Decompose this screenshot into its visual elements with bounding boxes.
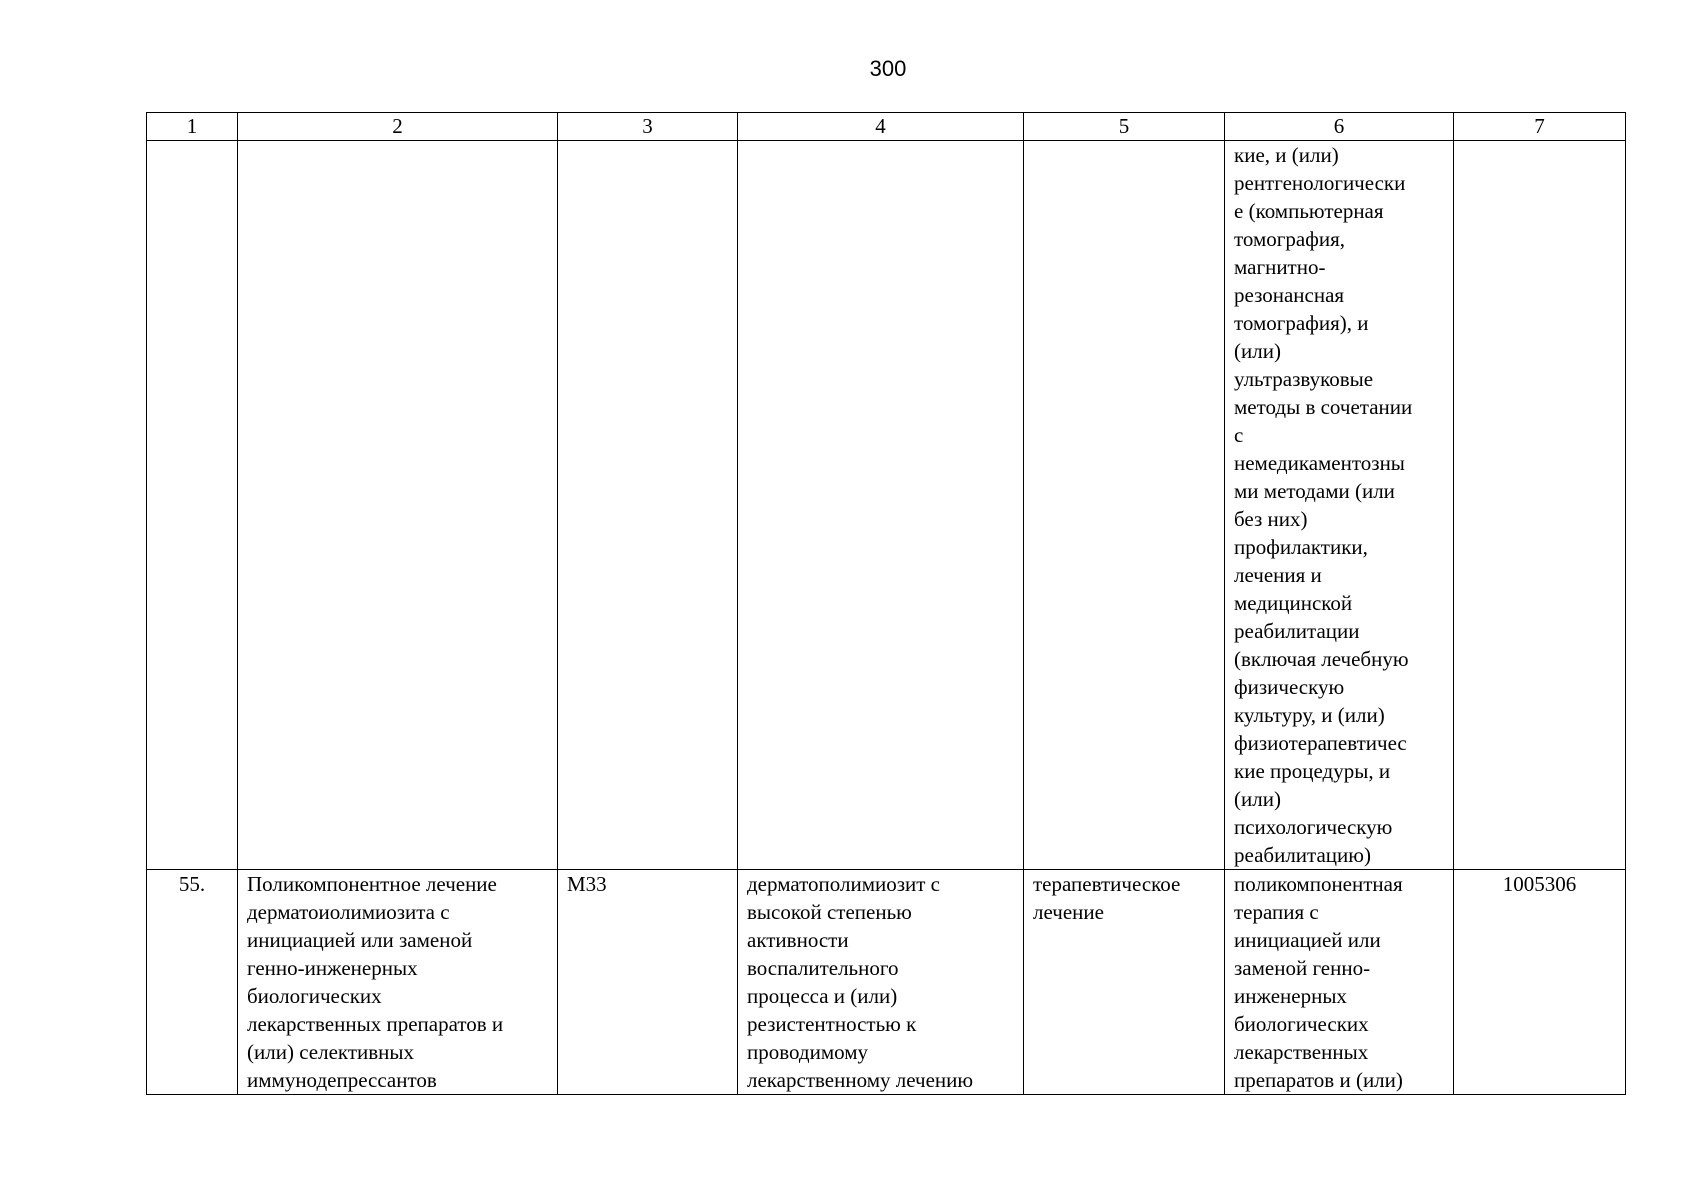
icd-code-cell: М33	[558, 870, 738, 1095]
continuation-cell-7	[1454, 141, 1626, 870]
continuation-cell-1	[147, 141, 238, 870]
column-header-5: 5	[1024, 113, 1225, 141]
continuation-method-cell: кие, и (или) рентгенологически е (компьютерная томография, магнитно- резонансная томография), и (или) ультразвуковые методы в сочетании с немедикаментозны ми методами (или без них) профилактики, лечения и медицинской реабилитации (включая лечебную физическую культуру, и (или) физиотерапевтичес кие процедуры, и (или) психологическую реабилитацию)	[1225, 141, 1454, 870]
row-number: 55.	[147, 870, 238, 1095]
continuation-cell-5	[1024, 141, 1225, 870]
care-name-cell: Поликомпонентное лечение дерматоиолимиозита с инициацией или заменой генно-инженерных биологических лекарственных препаратов и (или) селективных иммунодепрессантов	[238, 870, 558, 1095]
medical-care-table	[146, 112, 1626, 1095]
table-row-55	[147, 870, 1626, 1095]
page-number: 300	[869, 56, 907, 81]
column-header-1: 1	[147, 113, 238, 141]
continuation-row	[147, 141, 1626, 870]
cost-cell: 1005306	[1454, 870, 1626, 1095]
treatment-method-cell: поликомпонентная терапия с инициацией или заменой генно- инженерных биологических лекарственных препаратов и (или)	[1225, 870, 1454, 1095]
column-header-4: 4	[738, 113, 1024, 141]
column-header-6: 6	[1225, 113, 1454, 141]
continuation-cell-4	[738, 141, 1024, 870]
continuation-cell-3	[558, 141, 738, 870]
treatment-type-cell: терапевтическое лечение	[1024, 870, 1225, 1095]
continuation-cell-2	[238, 141, 558, 870]
column-header-3: 3	[558, 113, 738, 141]
patient-model-cell: дерматополимиозит с высокой степенью активности воспалительного процесса и (или) резистентностью к проводимому лекарственному лечению	[738, 870, 1024, 1095]
column-header-2: 2	[238, 113, 558, 141]
column-number-row	[147, 113, 1626, 141]
column-header-7: 7	[1454, 113, 1626, 141]
